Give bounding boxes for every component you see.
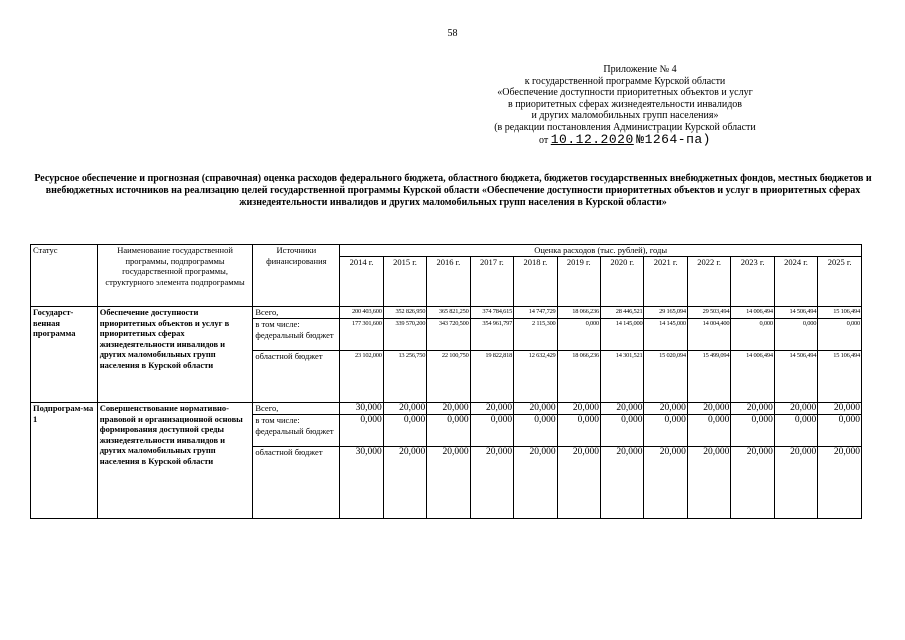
value-cell: 20,000 <box>514 403 557 415</box>
decree-from: от <box>539 134 549 146</box>
value-cell: 0,000 <box>731 415 774 447</box>
value-cell: 14 301,521 <box>601 351 644 403</box>
value-cell: 20,000 <box>644 447 687 519</box>
value-cell: 20,000 <box>644 403 687 415</box>
header-year: 2019 г. <box>557 257 600 307</box>
value-cell: 20,000 <box>427 447 470 519</box>
value-cell: 18 066,236 <box>557 307 600 319</box>
value-cell: 23 102,000 <box>340 351 383 403</box>
header-year: 2025 г. <box>818 257 862 307</box>
header-year: 2022 г. <box>687 257 730 307</box>
header-year: 2024 г. <box>774 257 817 307</box>
value-cell: 30,000 <box>340 447 383 519</box>
value-cell: 0,000 <box>774 415 817 447</box>
value-cell: 30,000 <box>340 403 383 415</box>
value-cell: 343 720,500 <box>427 319 470 351</box>
value-cell: 0,000 <box>427 415 470 447</box>
value-cell: 20,000 <box>687 447 730 519</box>
value-cell: 20,000 <box>383 447 426 519</box>
value-cell: 20,000 <box>470 403 513 415</box>
appendix-line: к государственной программе Курской области <box>524 75 726 87</box>
source-cell: в том числе: федеральный бюджет <box>253 415 340 447</box>
value-cell: 14 506,494 <box>774 351 817 403</box>
value-cell: 20,000 <box>818 447 862 519</box>
value-cell: 0,000 <box>818 415 862 447</box>
value-cell: 22 100,750 <box>427 351 470 403</box>
subprogram-status: Подпрограм-ма 1 <box>31 403 98 519</box>
value-cell: 29 165,094 <box>644 307 687 319</box>
header-year: 2015 г. <box>383 257 426 307</box>
source-cell: Всего, <box>253 403 340 415</box>
value-cell: 20,000 <box>818 403 862 415</box>
value-cell: 20,000 <box>601 403 644 415</box>
appendix-line: (в редакции постановления Администрации Курской области <box>494 121 756 133</box>
header-year: 2014 г. <box>340 257 383 307</box>
source-cell: областной бюджет <box>253 351 340 403</box>
value-cell: 18 066,236 <box>557 351 600 403</box>
subprogram-name: Совершенствование нормативно-правовой и организационной основы формирования доступной среды жизнедеятельности инвалидов и других маломобильных групп населения в Курской области <box>97 403 253 519</box>
header-row <box>31 245 862 257</box>
value-cell: 28 446,521 <box>601 307 644 319</box>
header-year: 2016 г. <box>427 257 470 307</box>
header-year: 2017 г. <box>470 257 513 307</box>
source-cell: областной бюджет <box>253 447 340 519</box>
header-name: Наименование государственной программы, подпрограммы государственной программы, структурного элемента подпрограммы <box>97 245 253 307</box>
value-cell: 365 821,250 <box>427 307 470 319</box>
value-cell: 352 826,950 <box>383 307 426 319</box>
value-cell: 20,000 <box>427 403 470 415</box>
decree-date: 10.12.2020 <box>550 131 634 147</box>
value-cell: 0,000 <box>644 415 687 447</box>
header-estimate: Оценка расходов (тыс. рублей), годы <box>340 245 862 257</box>
value-cell: 13 256,750 <box>383 351 426 403</box>
value-cell: 20,000 <box>470 447 513 519</box>
value-cell: 20,000 <box>774 403 817 415</box>
value-cell: 20,000 <box>601 447 644 519</box>
decree-line <box>470 131 780 147</box>
header-status: Статус <box>31 245 98 307</box>
value-cell: 15 020,094 <box>644 351 687 403</box>
value-cell: 29 503,494 <box>687 307 730 319</box>
appendix-line: в приоритетных сферах жизнедеятельности инвалидов <box>507 98 743 110</box>
value-cell: 20,000 <box>687 403 730 415</box>
budget-table <box>30 244 862 519</box>
table-row <box>31 307 862 319</box>
value-cell: 15 106,494 <box>818 307 862 319</box>
value-cell: 0,000 <box>557 415 600 447</box>
header-year: 2021 г. <box>644 257 687 307</box>
value-cell: 0,000 <box>818 319 862 351</box>
value-cell: 20,000 <box>731 403 774 415</box>
value-cell: 0,000 <box>383 415 426 447</box>
value-cell: 12 632,429 <box>514 351 557 403</box>
document-heading: Ресурсное обеспечение и прогнозная (справочная) оценка расходов федерального бюджета, областного бюджета, бюджетов государственных внебюджетных фондов, местных бюджетов и внебюджетных источников на реализацию целей государственной программы Курской области «Обеспечение доступности приоритетных объектов и услуг в приоритетных сферах жизнедеятельности инвалидов и других маломобильных групп населения в Курской области» <box>34 173 872 208</box>
value-cell: 0,000 <box>774 319 817 351</box>
header-year: 2020 г. <box>601 257 644 307</box>
value-cell: 0,000 <box>470 415 513 447</box>
value-cell: 0,000 <box>601 415 644 447</box>
value-cell: 14 004,400 <box>687 319 730 351</box>
value-cell: 339 570,200 <box>383 319 426 351</box>
value-cell: 20,000 <box>731 447 774 519</box>
table-row <box>31 403 862 415</box>
program-status: Государст-венная программа <box>31 307 98 403</box>
value-cell: 14 006,494 <box>731 351 774 403</box>
source-cell: Всего, <box>253 307 340 319</box>
value-cell: 0,000 <box>340 415 383 447</box>
value-cell: 200 403,600 <box>340 307 383 319</box>
value-cell: 20,000 <box>557 447 600 519</box>
value-cell: 354 961,797 <box>470 319 513 351</box>
value-cell: 14 506,494 <box>774 307 817 319</box>
page-number: 58 <box>447 28 458 39</box>
appendix-title: Приложение № 4 <box>603 64 677 75</box>
header-sources: Источники финансирования <box>253 245 340 307</box>
value-cell: 0,000 <box>731 319 774 351</box>
program-name: Обеспечение доступности приоритетных объектов и услуг в приоритетных сферах жизнедеятельности инвалидов и других маломобильных групп населения в Курской области <box>97 307 253 403</box>
value-cell: 20,000 <box>557 403 600 415</box>
value-cell: 0,000 <box>687 415 730 447</box>
value-cell: 14 145,000 <box>644 319 687 351</box>
appendix-line: «Обеспечение доступности приоритетных объектов и услуг <box>497 87 753 99</box>
header-year: 2018 г. <box>514 257 557 307</box>
value-cell: 19 822,818 <box>470 351 513 403</box>
value-cell: 14 006,494 <box>731 307 774 319</box>
value-cell: 14 145,000 <box>601 319 644 351</box>
value-cell: 15 106,494 <box>818 351 862 403</box>
value-cell: 374 784,615 <box>470 307 513 319</box>
appendix-block <box>470 64 780 146</box>
header-year: 2023 г. <box>731 257 774 307</box>
value-cell: 20,000 <box>514 447 557 519</box>
value-cell: 15 499,094 <box>687 351 730 403</box>
value-cell: 20,000 <box>383 403 426 415</box>
value-cell: 20,000 <box>774 447 817 519</box>
value-cell: 177 301,600 <box>340 319 383 351</box>
value-cell: 0,000 <box>557 319 600 351</box>
value-cell: 0,000 <box>514 415 557 447</box>
appendix-line: и других маломобильных групп населения» <box>531 110 719 122</box>
source-cell: в том числе: федеральный бюджет <box>253 319 340 351</box>
value-cell: 14 747,729 <box>514 307 557 319</box>
decree-number: №1264-па) <box>636 131 711 147</box>
value-cell: 2 115,300 <box>514 319 557 351</box>
